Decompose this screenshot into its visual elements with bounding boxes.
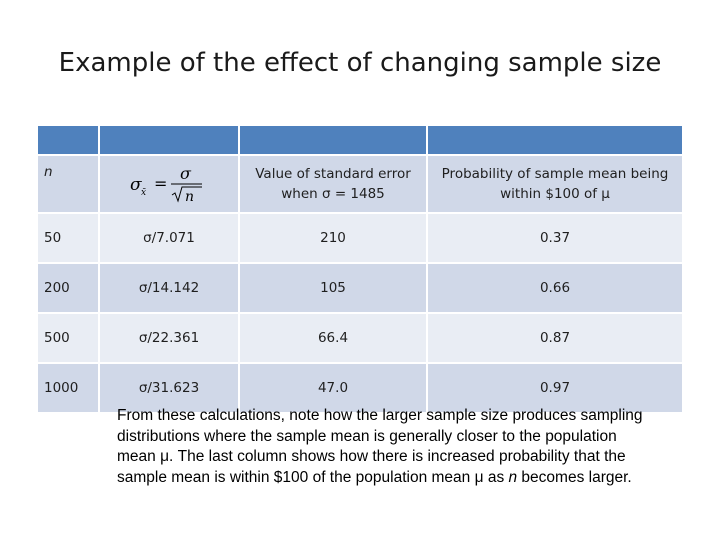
- cell-se-value: 210: [240, 214, 426, 262]
- column-label-se-line2: when σ = 1485: [281, 186, 385, 202]
- sample-size-table: [36, 124, 684, 414]
- slide-title: Example of the effect of changing sample size: [58, 48, 662, 78]
- table-row: [38, 214, 682, 262]
- table-header-band: [38, 126, 682, 154]
- cell-se-formula: σ/31.623: [100, 364, 238, 412]
- formula-denominator: n: [185, 189, 195, 205]
- table-row: [38, 364, 682, 412]
- table-row: [38, 314, 682, 362]
- header-cell: [100, 126, 238, 154]
- column-label-n: n: [38, 156, 98, 212]
- cell-probability: 0.66: [428, 264, 682, 312]
- formula-numerator: σ: [180, 164, 191, 183]
- column-label-probability: [428, 156, 682, 212]
- standard-error-formula: [124, 163, 214, 205]
- cell-n: 200: [38, 264, 98, 312]
- cell-n: 1000: [38, 364, 98, 412]
- cell-n: 50: [38, 214, 98, 262]
- column-label-standard-error: [240, 156, 426, 212]
- cell-n: 500: [38, 314, 98, 362]
- cell-probability: 0.87: [428, 314, 682, 362]
- column-label-se-line1: Value of standard error: [255, 166, 411, 182]
- column-label-formula: [100, 156, 238, 212]
- cell-se-formula: σ/7.071: [100, 214, 238, 262]
- formula-equals: =: [154, 174, 168, 193]
- cell-se-formula: σ/22.361: [100, 314, 238, 362]
- formula-subscript: x̄: [141, 188, 147, 198]
- cell-probability: 0.97: [428, 364, 682, 412]
- explanation-note: [117, 406, 657, 488]
- cell-probability: 0.37: [428, 214, 682, 262]
- column-label-prob-line2: within $100 of μ: [500, 186, 610, 202]
- note-text-part1: From these calculations, note how the larger sample size produces sampling distributions where the sample mean is generally closer to the population mean μ. The last column shows how there is increased probability that the sample mean is within $100 of the population mean μ as: [117, 407, 643, 486]
- table-row: [38, 264, 682, 312]
- header-cell: [38, 126, 98, 154]
- column-label-prob-line1: Probability of sample mean being: [441, 166, 669, 182]
- header-cell: [428, 126, 682, 154]
- note-text-part2: becomes larger.: [517, 468, 632, 486]
- column-labels-row: [38, 156, 682, 212]
- header-cell: [240, 126, 426, 154]
- formula-sigma: σ: [130, 175, 142, 195]
- cell-se-value: 66.4: [240, 314, 426, 362]
- note-italic-n: n: [508, 468, 518, 486]
- cell-se-formula: σ/14.142: [100, 264, 238, 312]
- cell-se-value: 105: [240, 264, 426, 312]
- cell-se-value: 47.0: [240, 364, 426, 412]
